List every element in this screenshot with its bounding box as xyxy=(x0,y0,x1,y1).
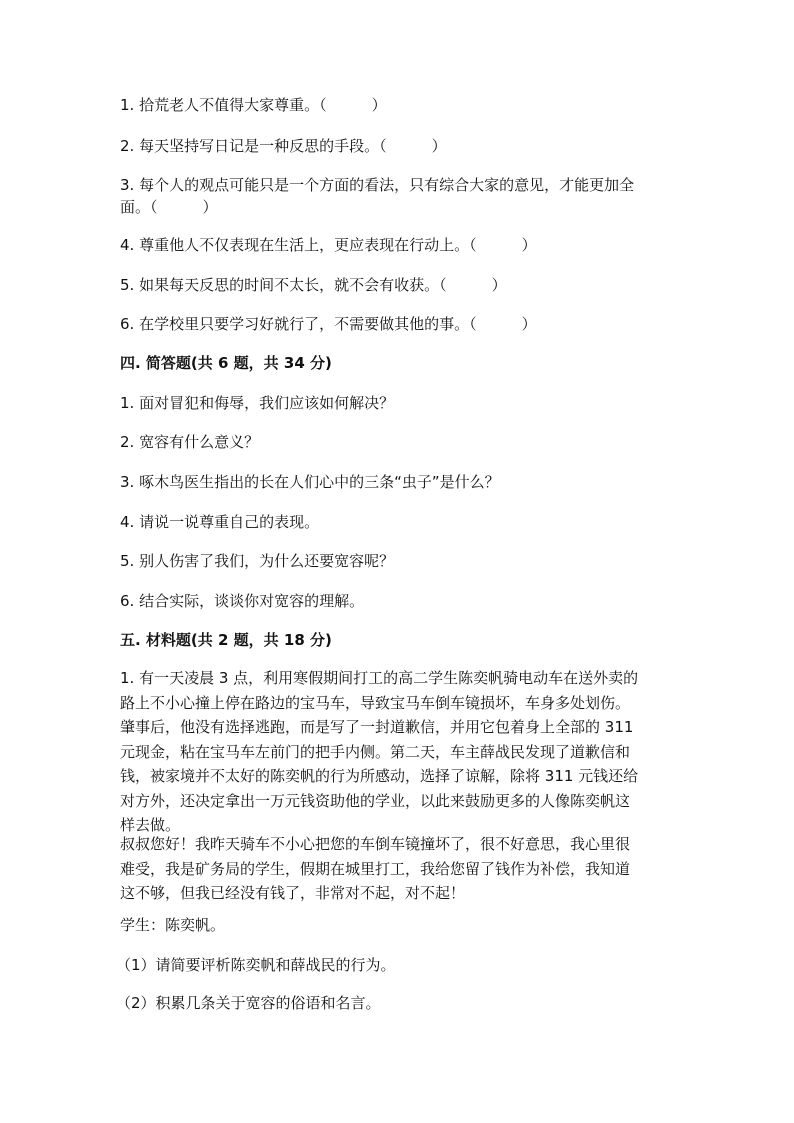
judgment-item-5: 5. 如果每天反思的时间不太长，就不会有收获。（ ） xyxy=(120,276,507,294)
material-line: 钱，被家境并不太好的陈奕帆的行为所感动，选择了谅解，除将 311 元钱还给 xyxy=(120,767,639,785)
material-line: 元现金，粘在宝马车左前门的把手内侧。第二天，车主薛战民发现了道歉信和 xyxy=(120,742,631,761)
judgment-item-4: 4. 尊重他人不仅表现在生活上，更应表现在行动上。（ ） xyxy=(120,236,537,254)
material-line: 肇事后，他没有选择逃跑，而是写了一封道歉信，并用它包着身上全部的 311 xyxy=(120,718,634,736)
letter-line: 这不够，但我已经没有钱了，非常对不起，对不起！ xyxy=(120,884,466,902)
short-answer-6: 6. 结合实际，谈谈你对宽容的理解。 xyxy=(120,592,365,610)
material-line: 对方外，还决定拿出一万元钱资助他的学业，以此来鼓励更多的人像陈奕帆这 xyxy=(120,791,631,810)
material-paragraph xyxy=(120,666,672,838)
sub-question-2: （2）积累几条关于宽容的俗语和名言。 xyxy=(116,994,381,1012)
sub-question-1: （1）请简要评析陈奕帆和薛战民的行为。 xyxy=(116,956,396,974)
judgment-item-6: 6. 在学校里只要学习好就行了，不需要做其他的事。（ ） xyxy=(120,315,537,333)
short-answer-4: 4. 请说一说尊重自己的表现。 xyxy=(120,513,320,531)
judgment-item-2: 2. 每天坚持写日记是一种反思的手段。（ ） xyxy=(120,137,447,155)
judgment-item-1: 1. 拾荒老人不值得大家尊重。（ ） xyxy=(120,96,387,114)
judgment-item-3-line-2: 面。（ ） xyxy=(120,198,218,216)
short-answer-1: 1. 面对冒犯和侮辱，我们应该如何解决？ xyxy=(120,394,395,412)
section-5-heading: 五. 材料题(共 2 题，共 18 分) xyxy=(120,631,332,649)
short-answer-5: 5. 别人伤害了我们，为什么还要宽容呢？ xyxy=(120,552,395,570)
letter-line: 叔叔您好！我昨天骑车不小心把您的车倒车镜撞坏了，很不好意思，我心里很 xyxy=(120,835,631,853)
apology-letter xyxy=(120,832,672,906)
material-line: 样去做。 xyxy=(120,816,181,834)
judgment-item-3-line-1: 3. 每个人的观点可能只是一个方面的看法，只有综合大家的意见，才能更加全 xyxy=(120,176,635,194)
letter-signature: 学生：陈奕帆。 xyxy=(120,916,226,934)
material-line: 1. 有一天凌晨 3 点，利用寒假期间打工的高二学生陈奕帆骑电动车在送外卖的 xyxy=(120,669,639,687)
letter-line: 难受，我是矿务局的学生，假期在城里打工，我给您留了钱作为补偿，我知道 xyxy=(120,859,631,878)
material-line: 路上不小心撞上停在路边的宝马车，导致宝马车倒车镜损坏，车身多处划伤。 xyxy=(120,693,631,712)
section-4-heading: 四. 简答题(共 6 题，共 34 分) xyxy=(120,354,332,372)
short-answer-3: 3. 啄木鸟医生指出的长在人们心中的三条“虫子”是什么？ xyxy=(120,473,500,491)
short-answer-2: 2. 宽容有什么意义？ xyxy=(120,433,260,451)
